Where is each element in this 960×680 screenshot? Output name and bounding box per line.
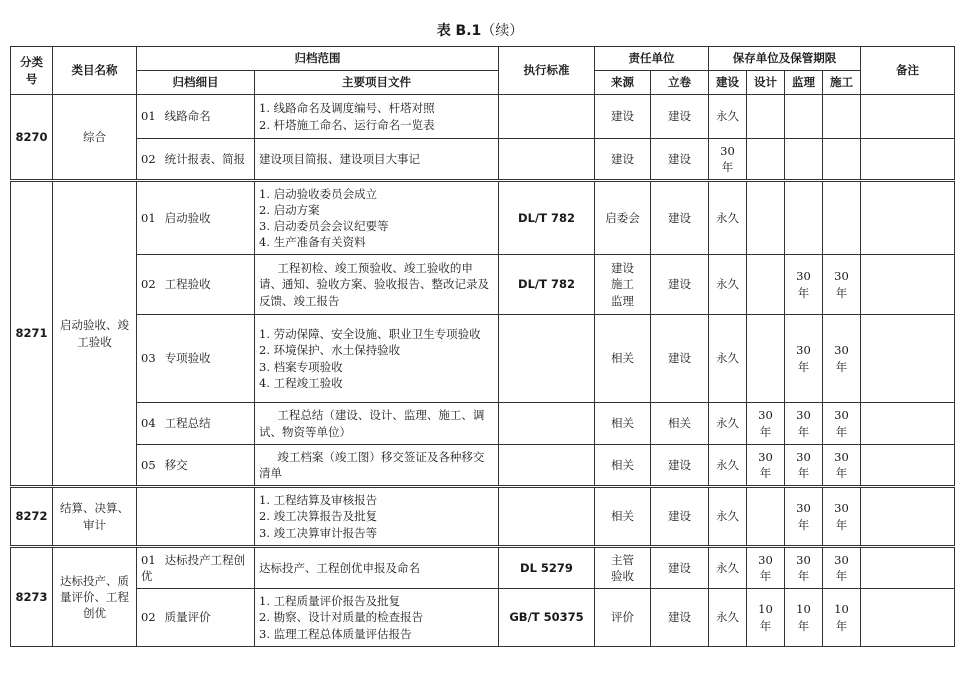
term-build — [823, 181, 861, 255]
detail-number: 01 — [141, 109, 156, 124]
file-line: 3. 启动委员会会议纪要等 — [259, 219, 389, 233]
filing-cell: 建设 — [651, 589, 709, 647]
detail-number: 02 — [141, 610, 156, 625]
term-design: 30 年 — [747, 445, 785, 487]
standard-cell — [499, 445, 595, 487]
detail-label: 线路命名 — [164, 109, 211, 124]
file-line: 3. 监理工程总体质量评估报告 — [259, 626, 412, 641]
standard-cell — [499, 95, 595, 139]
term-design: 30 年 — [747, 403, 785, 445]
file-line: 4. 生产准备有关资料 — [259, 235, 366, 250]
source-cell: 相关 — [595, 315, 651, 403]
table-row — [11, 255, 955, 315]
header-supervision: 监理 — [785, 71, 823, 95]
filing-cell: 建设 — [651, 445, 709, 487]
class-code: 8273 — [11, 547, 53, 647]
main-files — [255, 547, 499, 589]
term-construction: 永久 — [709, 403, 747, 445]
source-cell: 建设 — [595, 95, 651, 139]
table-caption — [0, 20, 960, 40]
term-design — [747, 255, 785, 315]
detail-item — [137, 315, 255, 403]
standard-cell — [499, 139, 595, 181]
main-files: 工程总结（建设、设计、监理、施工、调试、物资等单位） — [255, 403, 499, 445]
term-design — [747, 315, 785, 403]
file-line: 1. 工程质量评价报告及批复 — [259, 594, 401, 609]
term-supervision — [785, 181, 823, 255]
main-files — [255, 139, 499, 181]
source-line: 施工 — [611, 277, 634, 292]
file-line: 2. 勘察、设计对质量的检查报告 — [259, 610, 424, 625]
standard-cell — [499, 315, 595, 403]
archive-table — [10, 46, 955, 647]
file-line: 2. 杆塔施工命名、运行命名一览表 — [259, 117, 435, 132]
remarks-cell — [861, 95, 955, 139]
detail-item — [137, 139, 255, 181]
term-construction: 永久 — [709, 589, 747, 647]
detail-number: 02 — [141, 277, 156, 292]
remarks-cell — [861, 547, 955, 589]
term-build: 30 年 — [823, 547, 861, 589]
file-line: 2. 环境保护、水土保持验收 — [259, 343, 401, 358]
header-build: 施工 — [823, 71, 861, 95]
source-cell: 相关 — [595, 445, 651, 487]
detail-label: 达标投产工程创优 — [141, 552, 246, 583]
header-files: 主要项目文件 — [255, 71, 499, 95]
file-line: 1. 工程结算及审核报告 — [259, 493, 378, 508]
table-row — [11, 181, 955, 255]
filing-cell: 建设 — [651, 181, 709, 255]
detail-number: 01 — [141, 552, 156, 567]
header-standard: 执行标准 — [499, 47, 595, 95]
file-line: 达标投产、工程创优申报及命名 — [259, 560, 420, 575]
remarks-cell — [861, 487, 955, 547]
table-row — [11, 445, 955, 487]
file-line: 4. 工程竣工验收 — [259, 375, 343, 390]
header-responsible: 责任单位 — [595, 47, 709, 71]
category-name: 启动验收、竣工验收 — [53, 181, 137, 487]
term-design — [747, 139, 785, 181]
main-files — [255, 95, 499, 139]
detail-label: 工程验收 — [164, 277, 211, 292]
source-cell — [595, 547, 651, 589]
filing-cell: 建设 — [651, 547, 709, 589]
detail-label: 移交 — [164, 457, 188, 472]
standard-cell — [499, 403, 595, 445]
term-build: 30 年 — [823, 255, 861, 315]
filing-cell: 建设 — [651, 95, 709, 139]
header-filing: 立卷 — [651, 71, 709, 95]
detail-number: 03 — [141, 351, 156, 366]
header-remarks: 备注 — [861, 47, 955, 95]
detail-item — [137, 445, 255, 487]
term-construction: 永久 — [709, 181, 747, 255]
standard-cell: DL/T 782 — [499, 181, 595, 255]
term-construction: 永久 — [709, 445, 747, 487]
detail-item — [137, 255, 255, 315]
table-row — [11, 403, 955, 445]
term-supervision: 30 年 — [785, 547, 823, 589]
standard-cell: DL 5279 — [499, 547, 595, 589]
remarks-cell — [861, 139, 955, 181]
header-construction: 建设 — [709, 71, 747, 95]
main-files — [255, 315, 499, 403]
term-build — [823, 139, 861, 181]
detail-item — [137, 487, 255, 547]
term-supervision: 30 年 — [785, 315, 823, 403]
file-line: 2. 启动方案 — [259, 202, 320, 217]
filing-cell: 建设 — [651, 255, 709, 315]
header-category: 类目名称 — [53, 47, 137, 95]
file-line: 建设项目简报、建设项目大事记 — [259, 151, 420, 166]
source-cell: 建设 — [595, 139, 651, 181]
remarks-cell — [861, 255, 955, 315]
standard-cell: DL/T 782 — [499, 255, 595, 315]
detail-item — [137, 589, 255, 647]
filing-cell: 建设 — [651, 139, 709, 181]
source-cell — [595, 255, 651, 315]
main-files: 工程初检、竣工预验收、竣工验收的申请、通知、验收方案、验收报告、整改记录及反馈、竣工报告 — [255, 255, 499, 315]
standard-cell — [499, 487, 595, 547]
source-line: 主管 — [611, 552, 634, 567]
category-name: 结算、决算、审计 — [53, 487, 137, 547]
term-supervision: 30 年 — [785, 487, 823, 547]
header-retention: 保存单位及保管期限 — [709, 47, 861, 71]
table-row — [11, 139, 955, 181]
category-name: 综合 — [53, 95, 137, 181]
term-build: 30 年 — [823, 445, 861, 487]
source-line: 验收 — [611, 569, 634, 583]
category-name: 达标投产、质量评价、工程创优 — [53, 547, 137, 647]
detail-label: 统计报表、简报 — [164, 151, 246, 166]
remarks-cell — [861, 589, 955, 647]
source-cell: 启委会 — [595, 181, 651, 255]
filing-cell: 相关 — [651, 403, 709, 445]
remarks-cell — [861, 181, 955, 255]
main-files: 竣工档案（竣工图）移交签证及各种移交清单 — [255, 445, 499, 487]
term-design: 10 年 — [747, 589, 785, 647]
term-construction: 永久 — [709, 487, 747, 547]
caption-title: 表 B.1 — [436, 23, 482, 39]
term-build: 30 年 — [823, 487, 861, 547]
remarks-cell — [861, 315, 955, 403]
header-scope: 归档范围 — [137, 47, 499, 71]
header-source: 来源 — [595, 71, 651, 95]
detail-number: 02 — [141, 151, 156, 166]
caption-suffix: （续） — [481, 23, 524, 39]
term-build — [823, 95, 861, 139]
detail-label: 专项验收 — [164, 351, 211, 366]
main-files — [255, 487, 499, 547]
detail-item — [137, 181, 255, 255]
class-code: 8271 — [11, 181, 53, 487]
detail-item — [137, 95, 255, 139]
detail-label: 工程总结 — [164, 416, 211, 431]
source-line: 监理 — [611, 293, 634, 308]
term-construction: 30 年 — [709, 139, 747, 181]
table-row — [11, 589, 955, 647]
file-line: 1. 启动验收委员会成立 — [259, 186, 378, 201]
term-construction: 永久 — [709, 315, 747, 403]
header-design: 设计 — [747, 71, 785, 95]
term-build: 30 年 — [823, 315, 861, 403]
filing-cell: 建设 — [651, 487, 709, 547]
header-detail: 归档细目 — [137, 71, 255, 95]
table-row — [11, 547, 955, 589]
remarks-cell — [861, 445, 955, 487]
standard-cell: GB/T 50375 — [499, 589, 595, 647]
detail-item — [137, 547, 255, 589]
term-build: 30 年 — [823, 403, 861, 445]
detail-label: 质量评价 — [164, 610, 211, 625]
main-files — [255, 181, 499, 255]
detail-number: 04 — [141, 416, 156, 431]
term-design — [747, 181, 785, 255]
term-design: 30 年 — [747, 547, 785, 589]
term-supervision: 10 年 — [785, 589, 823, 647]
source-cell: 相关 — [595, 403, 651, 445]
table-row — [11, 95, 955, 139]
term-construction: 永久 — [709, 255, 747, 315]
term-design — [747, 487, 785, 547]
term-construction: 永久 — [709, 95, 747, 139]
source-cell: 评价 — [595, 589, 651, 647]
class-code: 8270 — [11, 95, 53, 181]
term-design — [747, 95, 785, 139]
remarks-cell — [861, 403, 955, 445]
main-files — [255, 589, 499, 647]
detail-number: 05 — [141, 457, 156, 472]
term-supervision: 30 年 — [785, 403, 823, 445]
term-supervision — [785, 139, 823, 181]
term-build: 10 年 — [823, 589, 861, 647]
detail-item — [137, 403, 255, 445]
table-row — [11, 487, 955, 547]
file-line: 3. 竣工决算审计报告等 — [259, 525, 378, 540]
term-supervision: 30 年 — [785, 445, 823, 487]
source-line: 建设 — [611, 261, 634, 276]
term-construction: 永久 — [709, 547, 747, 589]
source-cell: 相关 — [595, 487, 651, 547]
header-code: 分类号 — [11, 47, 53, 95]
detail-label: 启动验收 — [164, 210, 211, 225]
class-code: 8272 — [11, 487, 53, 547]
file-line: 3. 档案专项验收 — [259, 359, 343, 374]
table-row — [11, 315, 955, 403]
file-line: 1. 劳动保障、安全设施、职业卫生专项验收 — [259, 327, 481, 342]
file-line: 2. 竣工决算报告及批复 — [259, 509, 378, 524]
term-supervision — [785, 95, 823, 139]
filing-cell: 建设 — [651, 315, 709, 403]
term-supervision: 30 年 — [785, 255, 823, 315]
detail-number: 01 — [141, 210, 156, 225]
file-line: 1. 线路命名及调度编号、杆塔对照 — [259, 101, 435, 116]
